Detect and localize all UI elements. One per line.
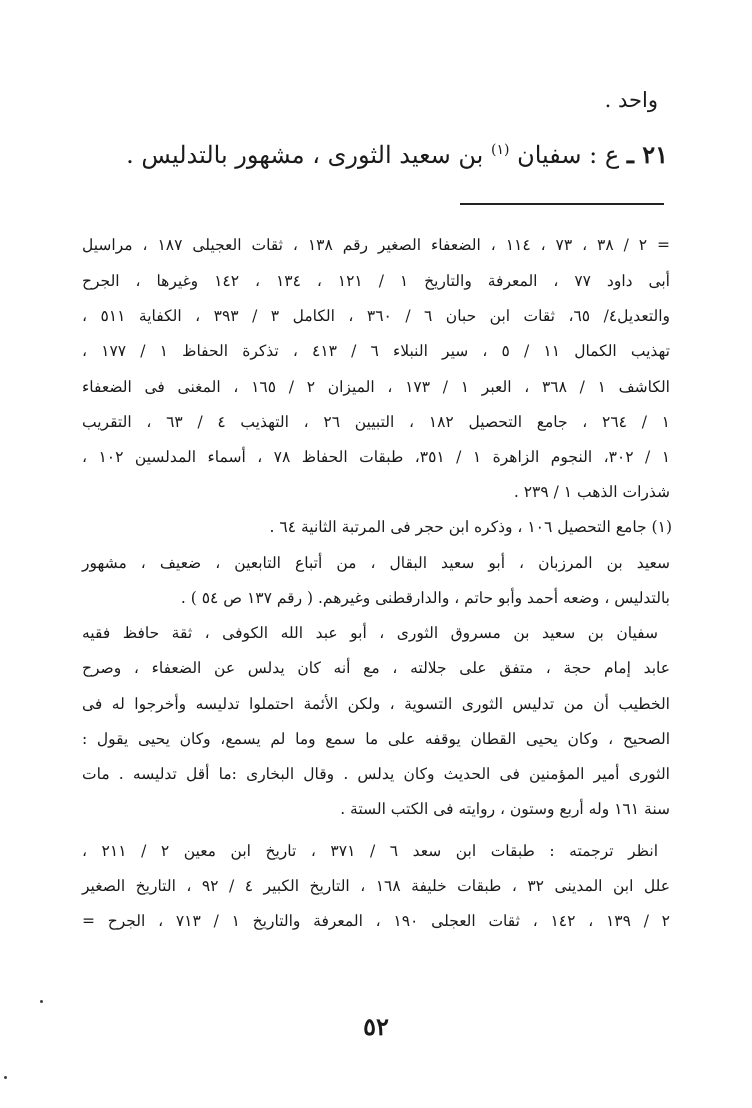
entry-number: ٢١ ـ — [626, 140, 668, 169]
footnote-line: أبى داود ٧٧ ، المعرفة والتاريخ ١ / ١٢١ ، ١٣٤ ، ١٤٢ وغيرها ، الجرح — [82, 272, 670, 290]
entry-heading — [82, 140, 668, 169]
continued-line: واحد . — [604, 88, 658, 112]
footnote-marker: (١) — [490, 142, 510, 158]
footnote-line: سفيان بن سعيد بن مسروق الثورى ، أبو عبد الله الكوفى ، ثقة حافظ فقيه — [82, 624, 658, 642]
footnote-line: ٢ / ١٣٩ ، ١٤٢ ، ثقات العجلى ١٩٠ ، المعرفة والتاريخ ١ / ٧١٣ ، الجرح = — [82, 912, 670, 930]
entry-text-before-note: ع : سفيان — [517, 141, 620, 169]
footnote-line: ١ / ٢٦٤ ، جامع التحصيل ١٨٢ ، التبيين ٢٦ ، التهذيب ٤ / ٦٣ ، التقريب — [82, 413, 670, 431]
footnote-line: والتعديل٤/ ٦٥، ثقات ابن حبان ٦ / ٣٦٠ ، الكامل ٣ / ٣٩٣ ، الكفاية ٥١١ ، — [82, 307, 671, 325]
entry-text-after-note: بن سعيد الثورى ، مشهور بالتدليس . — [126, 141, 484, 169]
footnote-separator — [460, 203, 664, 205]
footnote-line: الصحيح ، وكان يحيى القطان يوقفه على ما سمع وما لم يسمع، وكان يحيى يقول : — [82, 730, 670, 748]
footnote-line: شذرات الذهب ١ / ٢٣٩ . — [513, 483, 670, 501]
footnote-line: بالتدليس ، وضعه أحمد وأبو حاتم ، والدارقطنى وغيرهم. ( رقم ١٣٧ ص ٥٤ ) . — [180, 589, 670, 607]
footnote-line: عابد إمام حجة ، متفق على جلالته ، مع أنه كان يدلس عن الضعفاء ، وصرح — [82, 659, 670, 677]
footnote-line: = ٢ / ٣٨ ، ٧٣ ، ١١٤ ، الضعفاء الصغير رقم ١٣٨ ، ثقات العجيلى ١٨٧ ، مراسيل — [82, 236, 671, 254]
footnote-line: تهذيب الكمال ١١ / ٥ ، سير النبلاء ٦ / ٤١٣ ، تذكرة الحفاظ ١ / ١٧٧ ، — [82, 342, 670, 360]
scan-speck — [4, 1076, 7, 1079]
footnote-line: سنة ١٦١ وله أربع وستون ، روايته فى الكتب الستة . — [340, 800, 670, 818]
footnote-line: ١ / ٣٠٢، النجوم الزاهرة ١ / ٣٥١، طبقات الحفاظ ٧٨ ، أسماء المدلسين ١٠٢ ، — [82, 448, 671, 466]
footnote-line: الخطيب أن من تدليس الثورى التسوية ، ولكن الأئمة احتملوا تدليسه وأخرجوا له فى — [82, 695, 670, 713]
footnote-line: الثورى أمير المؤمنين فى الحديث وكان يدلس . وقال البخارى :ما أقل تدليسه . مات — [82, 765, 670, 783]
footnote-line: علل ابن المدينى ٣٢ ، طبقات خليفة ١٦٨ ، التاريخ الكبير ٤ / ٩٢ ، التاريخ الصغير — [82, 877, 670, 895]
page-number: ٥٢ — [363, 1012, 389, 1041]
footnote-line: (١) جامع التحصيل ١٠٦ ، وذكره ابن حجر فى المرتبة الثانية ٦٤ . — [269, 518, 672, 536]
scan-speck — [40, 1000, 43, 1003]
footnote-line: سعيد بن المرزبان ، أبو سعيد البقال ، من أتباع التابعين ، ضعيف ، مشهور — [82, 554, 670, 572]
footnote-line: انظر ترجمته : طبقات ابن سعد ٦ / ٣٧١ ، تاريخ ابن معين ٢ / ٢١١ ، — [82, 842, 659, 860]
footnote-line: الكاشف ١ / ٣٦٨ ، العبر ١ / ١٧٣ ، الميزان ٢ / ١٦٥ ، المغنى فى الضعفاء — [82, 378, 670, 396]
